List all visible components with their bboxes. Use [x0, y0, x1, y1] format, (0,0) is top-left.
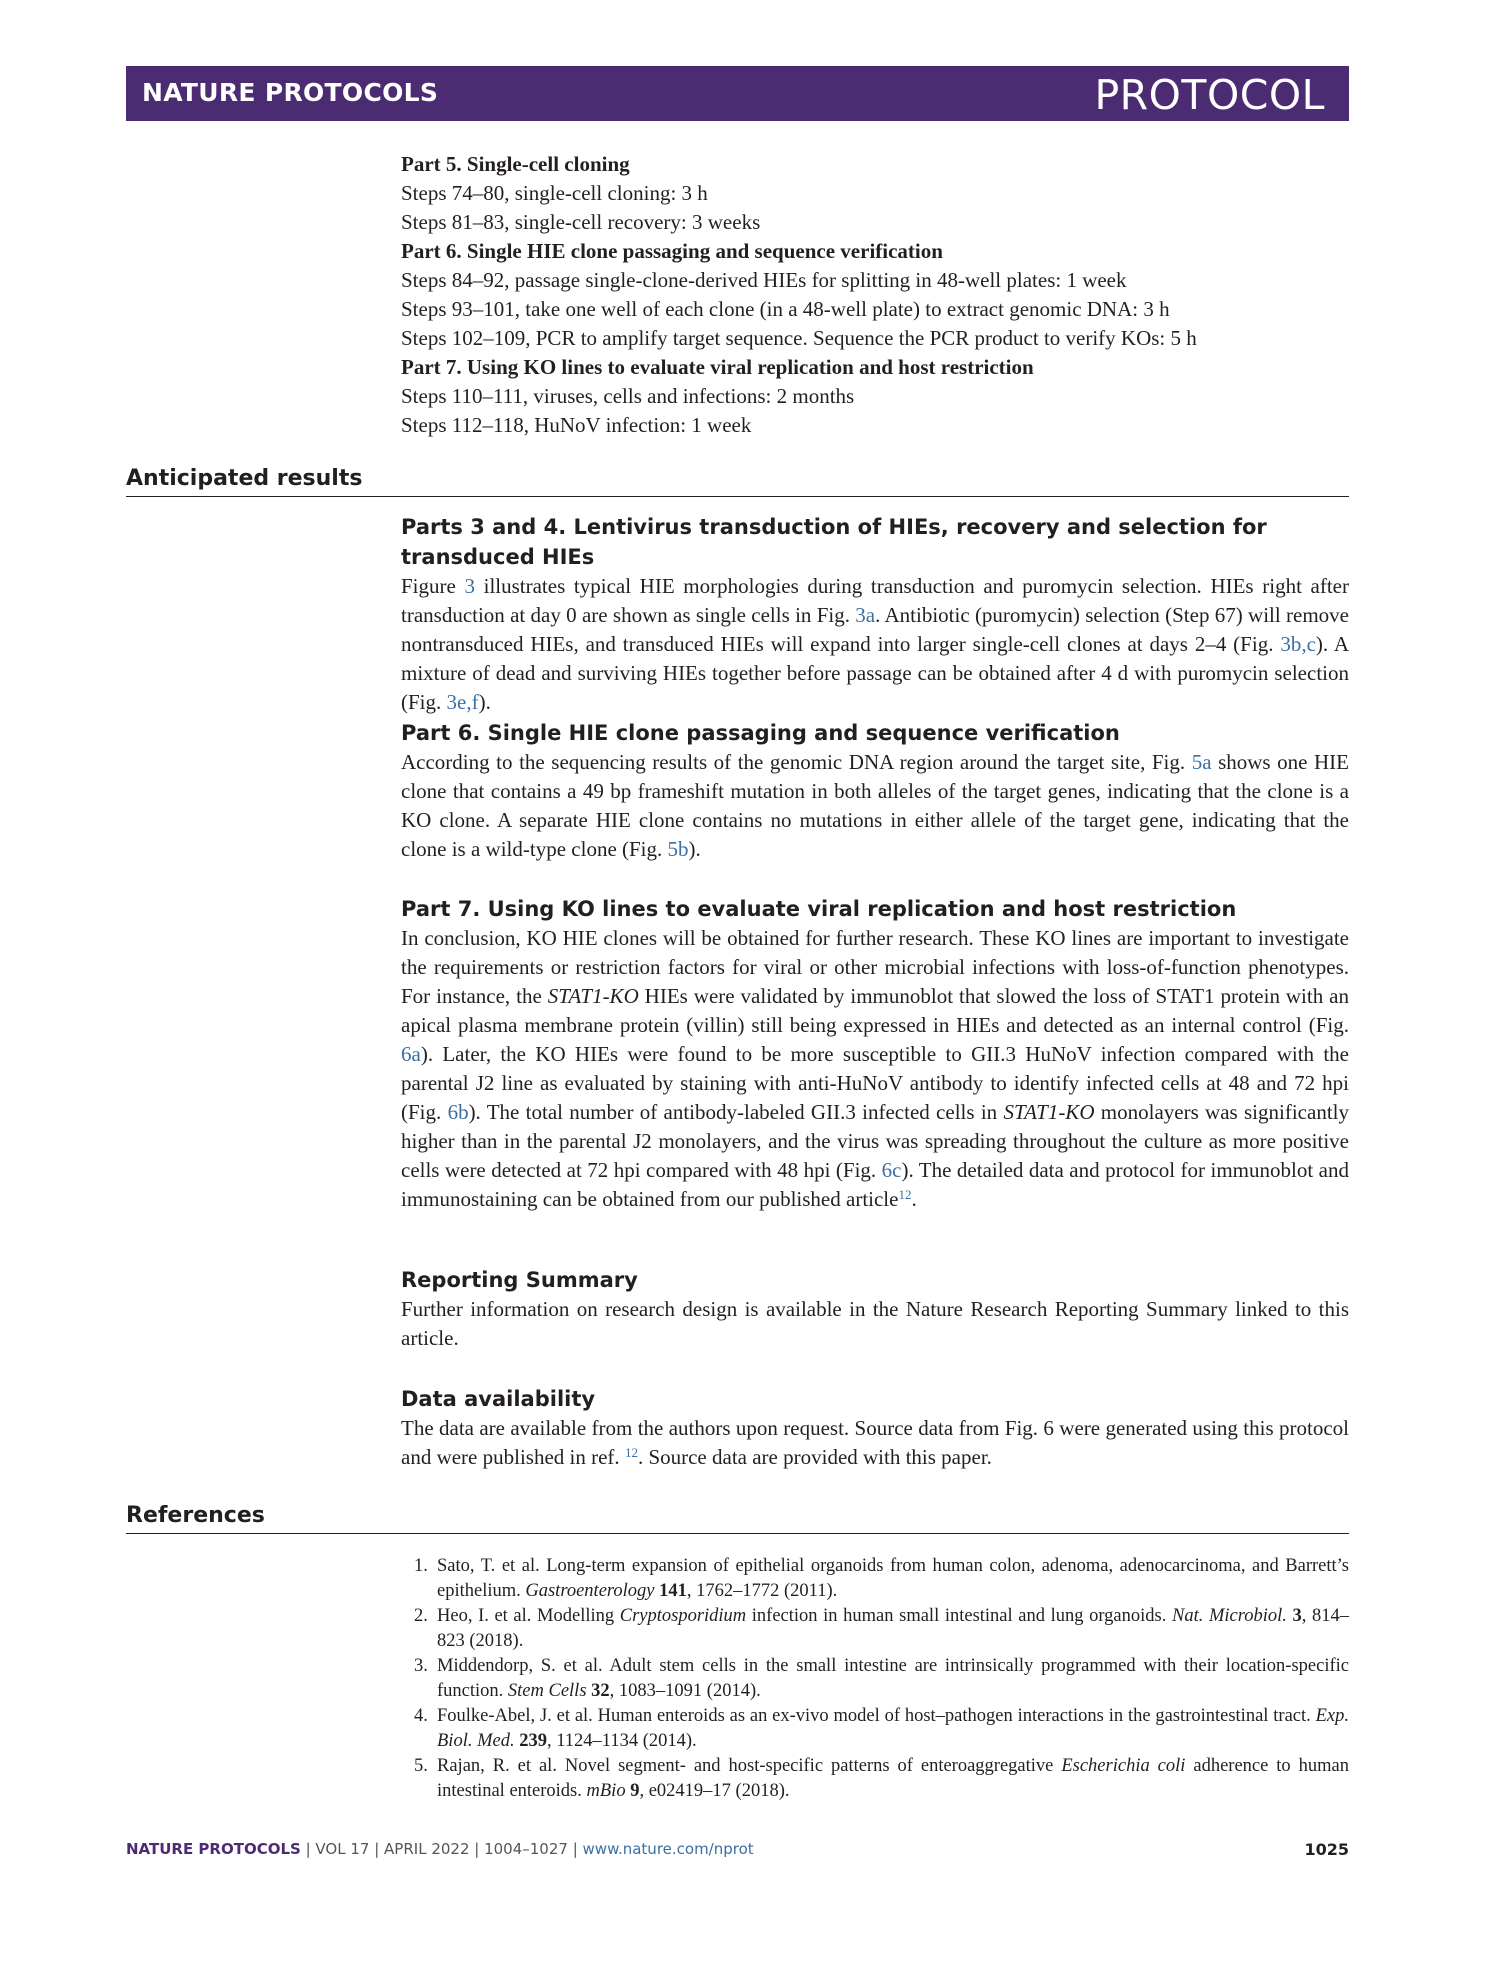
part34-heading: Parts 3 and 4. Lentivirus transduction of HIEs, recovery and selection for transduced HIEs: [401, 515, 1267, 569]
timing-step-line: Steps 81–83, single-cell recovery: 3 weeks: [401, 210, 761, 234]
section-rule: [126, 1533, 1349, 1534]
reference-item: 2. Heo, I. et al. Modelling Cryptosporidium infection in human small intestinal and lung organoids. Nat. Microbiol. 3, 814–823 (2018).: [414, 1606, 1350, 1651]
timing-part-heading: Part 7. Using KO lines to evaluate viral replication and host restriction: [401, 355, 1034, 379]
part6-paragraph: According to the sequencing results of the genomic DNA region around the target site, Fig. 5a shows one HIE clone that contains a 49 bp frameshift mutation in both alleles of the target genes, indicating that the clone is a KO clone. A separate HIE clone contains no mutations in either allele of the target gene, indicating that the clone is a wild-type clone (Fig. 5b).: [401, 750, 1349, 861]
section-rule: [126, 496, 1349, 497]
timing-step-line: Steps 74–80, single-cell cloning: 3 h: [401, 181, 708, 205]
reference-item: 3. Middendorp, S. et al. Adult stem cells in the small intestine are intrinsically programmed with their location-specific function. Stem Cells 32, 1083–1091 (2014).: [414, 1656, 1349, 1701]
references-label: References: [126, 1503, 265, 1528]
reference-item: 1. Sato, T. et al. Long-term expansion of epithelial organoids from human colon, adenoma, adenocarcinoma, and Barrett’s epithelium. Gastroenterology 141, 1762–1772 (2011).: [414, 1556, 1349, 1601]
reference-list: [401, 1554, 1349, 1804]
timing-step-line: Steps 102–109, PCR to amplify target sequence. Sequence the PCR product to verify KOs: 5 h: [401, 326, 1197, 350]
footer-citation: [126, 1840, 754, 1858]
part7-heading: Part 7. Using KO lines to evaluate viral replication and host restriction: [401, 897, 1237, 921]
journal-url-link[interactable]: www.nature.com/nprot: [582, 1840, 754, 1858]
footer-journal: NATURE PROTOCOLS: [126, 1840, 301, 1858]
fig-link[interactable]: 6c: [881, 1158, 902, 1182]
timing-step-line: Steps 110–111, viruses, cells and infections: 2 months: [401, 384, 855, 408]
timing-part-heading: Part 5. Single-cell cloning: [401, 152, 630, 176]
journal-header-bar: [126, 66, 1349, 121]
reporting-summary-heading: Reporting Summary: [401, 1268, 638, 1292]
part6-heading: Part 6. Single HIE clone passaging and sequence verification: [401, 721, 1120, 745]
fig-link[interactable]: 3e,f: [446, 690, 479, 714]
data-availability-section: [401, 1384, 1349, 1472]
fig-link[interactable]: 5a: [1191, 750, 1212, 774]
reference-item: 5. Rajan, R. et al. Novel segment- and host-specific patterns of enteroaggregative Escherichia coli adherence to human intestinal enteroids. mBio 9, e02419–17 (2018).: [414, 1756, 1349, 1801]
timing-part-heading: Part 6. Single HIE clone passaging and sequence verification: [401, 239, 943, 263]
article-type: PROTOCOL: [1094, 71, 1325, 119]
citation-link[interactable]: 12: [898, 1187, 912, 1202]
data-availability-heading: Data availability: [401, 1387, 596, 1411]
part7-paragraph: In conclusion, KO HIE clones will be obtained for further research. These KO lines are important to investigate the requirements or restriction factors for viral or other microbial infections with loss-of-function phenotypes. For instance, the STAT1-KO HIEs were validated by immunoblot that slowed the loss of STAT1 protein with an apical plasma membrane protein (villin) still being expressed in HIEs and detected as an internal control (Fig. 6a). Later, the KO HIEs were found to be more susceptible to GII.3 HuNoV infection compared with the parental J2 line as evaluated by staining with anti-HuNoV antibody to identify infected cells at 48 and 72 hpi (Fig. 6b). The total number of antibody-labeled GII.3 infected cells in STAT1-KO monolayers was significantly higher than in the parental J2 monolayers, and the virus was spreading throughout the culture as more positive cells were detected at 72 hpi compared with 48 hpi (Fig. 6c). The detailed data and protocol for immunoblot and immunostaining can be obtained from our published article$^{12}$.: [401, 926, 1349, 1211]
timing-list: [401, 150, 1349, 440]
footer-meta: | VOL 17 | APRIL 2022 | 1004–1027 |: [300, 1840, 583, 1858]
reporting-summary-paragraph: Further information on research design is available in the Nature Research Reporting Summary linked to this article.: [401, 1297, 1349, 1350]
fig-link[interactable]: 3: [464, 574, 475, 598]
anticipated-results-label: Anticipated results: [126, 466, 363, 491]
timing-step-line: Steps 93–101, take one well of each clone (in a 48-well plate) to extract genomic DNA: 3 h: [401, 297, 1170, 321]
fig-link[interactable]: 6a: [401, 1042, 421, 1066]
part34-section: [401, 512, 1349, 717]
part7-section: [401, 894, 1349, 1214]
fig-link[interactable]: 3a: [855, 603, 876, 627]
part34-paragraph: Figure 3 illustrates typical HIE morphologies during transduction and puromycin selection. HIEs right after transduction at day 0 are shown as single cells in Fig. 3a. Antibiotic (puromycin) selection (Step 67) will remove nontransduced HIEs, and transduced HIEs will expand into larger single-cell clones at days 2–4 (Fig. 3b,c). A mixture of dead and surviving HIEs together before passage can be obtained after 4 d with puromycin selection (Fig. 3e,f).: [401, 574, 1350, 714]
fig-link[interactable]: 5b: [667, 837, 689, 861]
part6-section: [401, 718, 1349, 864]
fig-link[interactable]: 6b: [447, 1100, 469, 1124]
fig-link[interactable]: 3b,c: [1280, 632, 1316, 656]
page-number: 1025: [1304, 1840, 1349, 1859]
timing-step-line: Steps 112–118, HuNoV infection: 1 week: [401, 413, 752, 437]
reference-item: 4. Foulke-Abel, J. et al. Human enteroids as an ex-vivo model of host–pathogen interactions in the gastrointestinal tract. Exp. Biol. Med. 239, 1124–1134 (2014).: [414, 1706, 1349, 1751]
timing-step-line: Steps 84–92, passage single-clone-derived HIEs for splitting in 48-well plates: 1 week: [401, 268, 1127, 292]
data-availability-paragraph: The data are available from the authors upon request. Source data from Fig. 6 were generated using this protocol and were published in ref. $^{12}$. Source data are provided with this paper.: [401, 1416, 1349, 1469]
journal-name: NATURE PROTOCOLS: [142, 78, 439, 107]
reporting-summary-section: [401, 1265, 1349, 1353]
citation-link[interactable]: 12: [624, 1445, 638, 1460]
